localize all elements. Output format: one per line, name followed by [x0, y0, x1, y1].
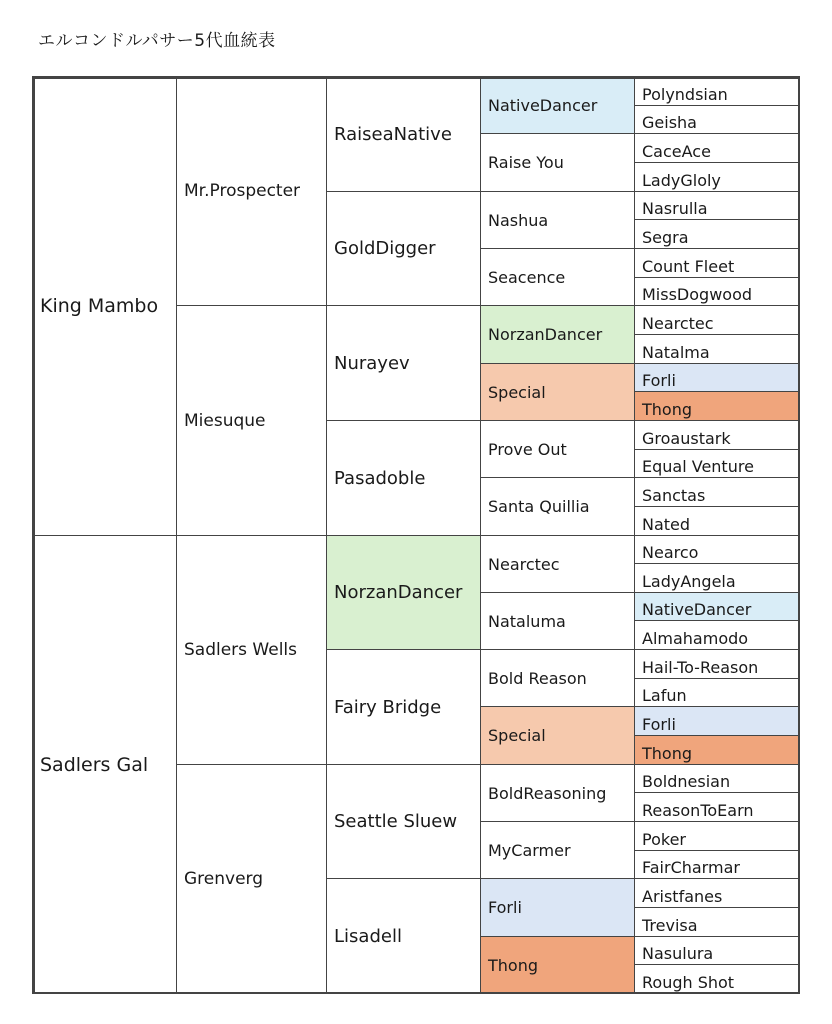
pedigree-gen4-cell: Seacence	[480, 248, 635, 306]
pedigree-gen4-cell: NorzanDancer	[480, 305, 635, 364]
pedigree-gen5-cell: Polyndsian	[634, 76, 800, 106]
pedigree-gen5-cell: Natalma	[634, 334, 800, 364]
pedigree-table	[33, 77, 800, 994]
pedigree-gen3-cell: RaiseaNative	[326, 76, 481, 192]
pedigree-gen5-cell: Lafun	[634, 678, 800, 707]
pedigree-gen2-cell: Mr.Prospecter	[176, 76, 327, 306]
pedigree-gen4-cell: Thong	[480, 936, 635, 994]
pedigree-gen4-cell: Santa Quillia	[480, 477, 635, 536]
pedigree-gen4-cell: Prove Out	[480, 420, 635, 478]
pedigree-gen4-cell: Bold Reason	[480, 649, 635, 707]
pedigree-gen1-cell: King Mambo	[32, 76, 177, 536]
pedigree-gen3-cell: Lisadell	[326, 878, 481, 994]
pedigree-gen4-cell: Nataluma	[480, 592, 635, 650]
pedigree-gen5-cell: Nearco	[634, 535, 800, 564]
pedigree-gen2-cell: Miesuque	[176, 305, 327, 536]
pedigree-gen5-cell: Thong	[634, 735, 800, 765]
pedigree-gen5-cell: Trevisa	[634, 907, 800, 937]
pedigree-gen4-cell: Special	[480, 706, 635, 765]
pedigree-gen5-cell: Geisha	[634, 105, 800, 134]
pedigree-gen5-cell: FairCharmar	[634, 850, 800, 879]
pedigree-gen4-cell: Nashua	[480, 191, 635, 249]
pedigree-gen5-cell: MissDogwood	[634, 277, 800, 306]
pedigree-gen5-cell: Segra	[634, 219, 800, 249]
pedigree-gen4-cell: Forli	[480, 878, 635, 937]
pedigree-gen5-cell: CaceAce	[634, 133, 800, 163]
pedigree-gen5-cell: Thong	[634, 391, 800, 421]
pedigree-gen5-cell: NativeDancer	[634, 592, 800, 621]
pedigree-gen5-cell: Equal Venture	[634, 449, 800, 478]
pedigree-gen1-cell: Sadlers Gal	[32, 535, 177, 994]
pedigree-gen4-cell: Raise You	[480, 133, 635, 192]
pedigree-gen3-cell: Fairy Bridge	[326, 649, 481, 765]
pedigree-gen5-cell: Poker	[634, 821, 800, 851]
pedigree-gen5-cell: Nasrulla	[634, 191, 800, 220]
pedigree-gen5-cell: Aristfanes	[634, 878, 800, 908]
pedigree-gen4-cell: Nearctec	[480, 535, 635, 593]
pedigree-gen4-cell: Special	[480, 363, 635, 421]
pedigree-gen4-cell: BoldReasoning	[480, 764, 635, 822]
pedigree-gen5-cell: LadyAngela	[634, 563, 800, 593]
pedigree-gen4-cell: NativeDancer	[480, 76, 635, 134]
pedigree-gen5-cell: Nasulura	[634, 936, 800, 965]
pedigree-gen2-cell: Grenverg	[176, 764, 327, 994]
pedigree-gen3-cell: Seattle Sluew	[326, 764, 481, 879]
pedigree-gen5-cell: LadyGloly	[634, 162, 800, 192]
pedigree-gen5-cell: Nearctec	[634, 305, 800, 335]
pedigree-gen5-cell: Hail-To-Reason	[634, 649, 800, 679]
pedigree-gen5-cell: Groaustark	[634, 420, 800, 450]
pedigree-gen3-cell: NorzanDancer	[326, 535, 481, 650]
pedigree-gen5-cell: ReasonToEarn	[634, 792, 800, 822]
page-title: エルコンドルパサー5代血統表	[38, 31, 276, 51]
pedigree-gen2-cell: Sadlers Wells	[176, 535, 327, 765]
pedigree-gen5-cell: Forli	[634, 363, 800, 392]
pedigree-gen5-cell: Forli	[634, 706, 800, 736]
pedigree-gen5-cell: Rough Shot	[634, 964, 800, 994]
pedigree-gen4-cell: MyCarmer	[480, 821, 635, 879]
pedigree-gen5-cell: Sanctas	[634, 477, 800, 507]
pedigree-gen5-cell: Almahamodo	[634, 620, 800, 650]
pedigree-gen5-cell: Count Fleet	[634, 248, 800, 278]
pedigree-gen3-cell: GoldDigger	[326, 191, 481, 306]
pedigree-gen5-cell: Boldnesian	[634, 764, 800, 793]
pedigree-gen5-cell: Nated	[634, 506, 800, 536]
pedigree-gen3-cell: Nurayev	[326, 305, 481, 421]
pedigree-gen3-cell: Pasadoble	[326, 420, 481, 536]
